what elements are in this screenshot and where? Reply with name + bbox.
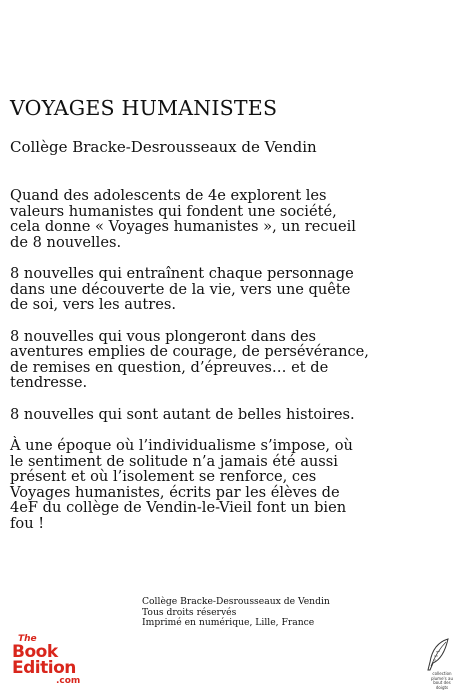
blurb-paragraph-2: 8 nouvelles qui entraînent chaque personnage dans une découverte de la vie, vers une quête de soi, vers les autres. — [10, 265, 354, 313]
colophon-rights: Tous droits réservés — [142, 606, 237, 618]
colophon — [142, 597, 330, 629]
logo-edition: Edition — [12, 658, 76, 678]
quill-icon — [424, 638, 452, 672]
book-title: VOYAGES HUMANISTES — [10, 96, 278, 120]
blurb-paragraph-4: 8 nouvelles qui sont autant de belles histoires. — [10, 405, 355, 423]
colophon-printing: Imprimé en numérique, Lille, France — [142, 617, 315, 629]
logo-the: The — [18, 634, 37, 644]
collection-mark — [418, 638, 458, 698]
author-name: Collège Bracke-Desrousseaux de Vendin — [10, 138, 317, 156]
publisher-logo — [8, 634, 88, 696]
logo-book: Book — [12, 642, 58, 662]
back-cover-blurb — [10, 188, 370, 547]
blurb-paragraph-5: À une époque où l’individualisme s’impose, où le sentiment de solitude n’a jamais été aussi présent et où l’isolement se renforce, ces Voyages humanistes, écrits par les élèves de 4eF du collège de Vendin-le-Vieil font un bien fou ! — [10, 437, 353, 532]
blurb-paragraph-1: Quand des adolescents de 4e explorent les valeurs humanistes qui fondent une société, cela donne « Voyages humanistes », un recueil de 8 nouvelles. — [10, 187, 356, 251]
blurb-paragraph-3: 8 nouvelles qui vous plongeront dans des aventures emplies de courage, de persévérance, de remises en question, d’épreuves… et de tendresse. — [10, 327, 369, 391]
collection-label: collection plume's au bout des doigts — [431, 671, 453, 690]
logo-com: .com — [56, 676, 81, 686]
colophon-author: Collège Bracke-Desrousseaux de Vendin — [142, 596, 330, 607]
